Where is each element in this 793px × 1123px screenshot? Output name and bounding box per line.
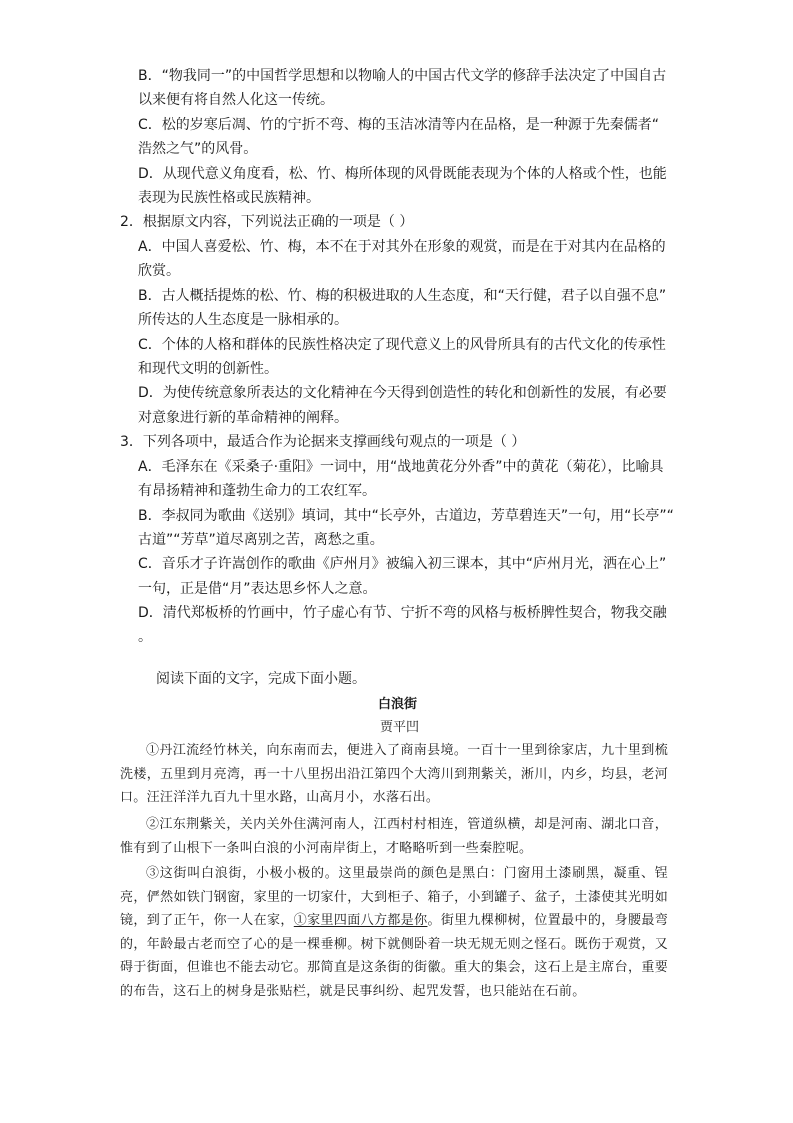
q2-option-c-line2: 和现代文明的创新性。 [138, 361, 278, 377]
paragraph-3-text-start: ③这街叫白浪街，小极小极的。这里最崇尚的颜色是黑白：门窗用土漆刷黑，凝重、锃亮，俨然如铁门钢窗，家里的一切家什，大到柜子、箱子，小到罐子、盆子，土漆使其光明如镜，到了正午，你一人在家， [120, 866, 668, 929]
q3-option-c-line1: C．音乐才子许嵩创作的歌曲《庐州月》被编入初三课本，其中“庐州月光，洒在心上” [138, 556, 667, 572]
passage-author: 贾平凹 [380, 720, 420, 735]
q3-option-b-line2: 古道”“芳草”道尽离别之苦，离愁之重。 [138, 532, 384, 548]
passage-paragraph-3 [120, 862, 668, 1004]
q3-stem: 3．下列各项中，最适合作为论据来支撑画线句观点的一项是（ ） [120, 434, 526, 450]
q1-option-b-line1: B．“物我同一”的中国哲学思想和以物喻人的中国古代文学的修辞手法决定了中国自古 [138, 68, 667, 84]
q2-option-b-line2: 所传达的人生态度是一脉相承的。 [138, 312, 348, 328]
q3-option-a-line1: A．毛泽东在《采桑子·重阳》一词中，用“战地黄花分外香”中的黄花（菊花），比喻具 [138, 459, 664, 475]
q2-option-c-line1: C．个体的人格和群体的民族性格决定了现代意义上的风骨所具有的古代文化的传承性 [138, 337, 666, 353]
q2-option-a-line1: A．中国人喜爱松、竹、梅，本不在于对其外在形象的观赏，而是在于对其内在品格的 [138, 239, 666, 255]
q1-option-d-line1: D．从现代意义角度看，松、竹、梅所体现的风骨既能表现为个体的人格或个性，也能 [138, 166, 667, 182]
q2-option-b-line1: B．古人概括提炼的松、竹、梅的积极进取的人生态度，和“天行健，君子以自强不息” [138, 288, 667, 304]
passage-intro: 阅读下面的文字，完成下面小题。 [156, 671, 366, 687]
q2-option-d-line2: 对意象进行新的革命精神的阐释。 [138, 410, 348, 426]
q2-option-a-line2: 欣赏。 [138, 263, 180, 279]
q1-option-c-line2: 浩然之气”的风骨。 [138, 141, 258, 157]
q2-option-d-line1: D．为使传统意象所表达的文化精神在今天得到创造性的转化和创新性的发展，有必要 [138, 385, 667, 401]
q3-option-a-line2: 有昂扬精神和蓬勃生命力的工农红军。 [138, 483, 376, 499]
q1-option-b-line2: 以来便有将自然人化这一传统。 [138, 92, 334, 108]
paragraph-3-text-end: 。街里九棵柳树，位置最中的，身腰最弯的，年龄最古老而空了心的是一棵垂柳。树下就侧卧着一块无规无则之怪石。既伤于观赏，又碍于街面，但谁也不能去动它。那简直是这条街的街徽。重大的集会，这石上是主席台，重要的布告，这石上的树身是张贴栏，就是民事纠纷、起咒发誓，也只能站在石前。 [120, 913, 668, 999]
underlined-sentence: ①家里四面八方都是你 [293, 913, 428, 929]
passage-paragraph-2: ②江东荆紫关，关内关外住满河南人，江西村村相连，管道纵横，却是河南、湖北口音，惟有到了山根下一条叫白浪的小河南岸街上，才略略听到一些秦腔呢。 [120, 817, 668, 856]
q1-option-d-line2: 表现为民族性格或民族精神。 [138, 190, 320, 206]
passage-title: 白浪街 [378, 697, 418, 712]
q3-option-b-line1: B．李叔同为歌曲《送别》填词，其中“长亭外，古道边，芳草碧连天”一句，用“长亭”“ [138, 508, 674, 524]
q2-stem: 2．根据原文内容，下列说法正确的一项是（ ） [120, 214, 414, 230]
q3-option-d-line1: D．清代郑板桥的竹画中，竹子虚心有节、宁折不弯的风格与板桥脾性契合，物我交融 [138, 605, 667, 621]
q3-option-d-line2: 。 [138, 629, 152, 645]
q3-option-c-line2: 一句，正是借“月”表达思乡怀人之意。 [138, 581, 377, 597]
passage-paragraph-1: ①丹江流经竹林关，向东南而去，便进入了商南县境。一百十一里到徐家店，九十里到梳洗楼，五里到月亮湾，再一十八里拐出沿江第四个大湾川到荆紫关，淅川，内乡，均县，老河口。汪汪洋洋九百九十里水路，山高月小，水落石出。 [120, 743, 668, 806]
q1-option-c-line1: C．松的岁寒后凋、竹的宁折不弯、梅的玉洁冰清等内在品格，是一种源于先秦儒者“ [138, 117, 660, 133]
